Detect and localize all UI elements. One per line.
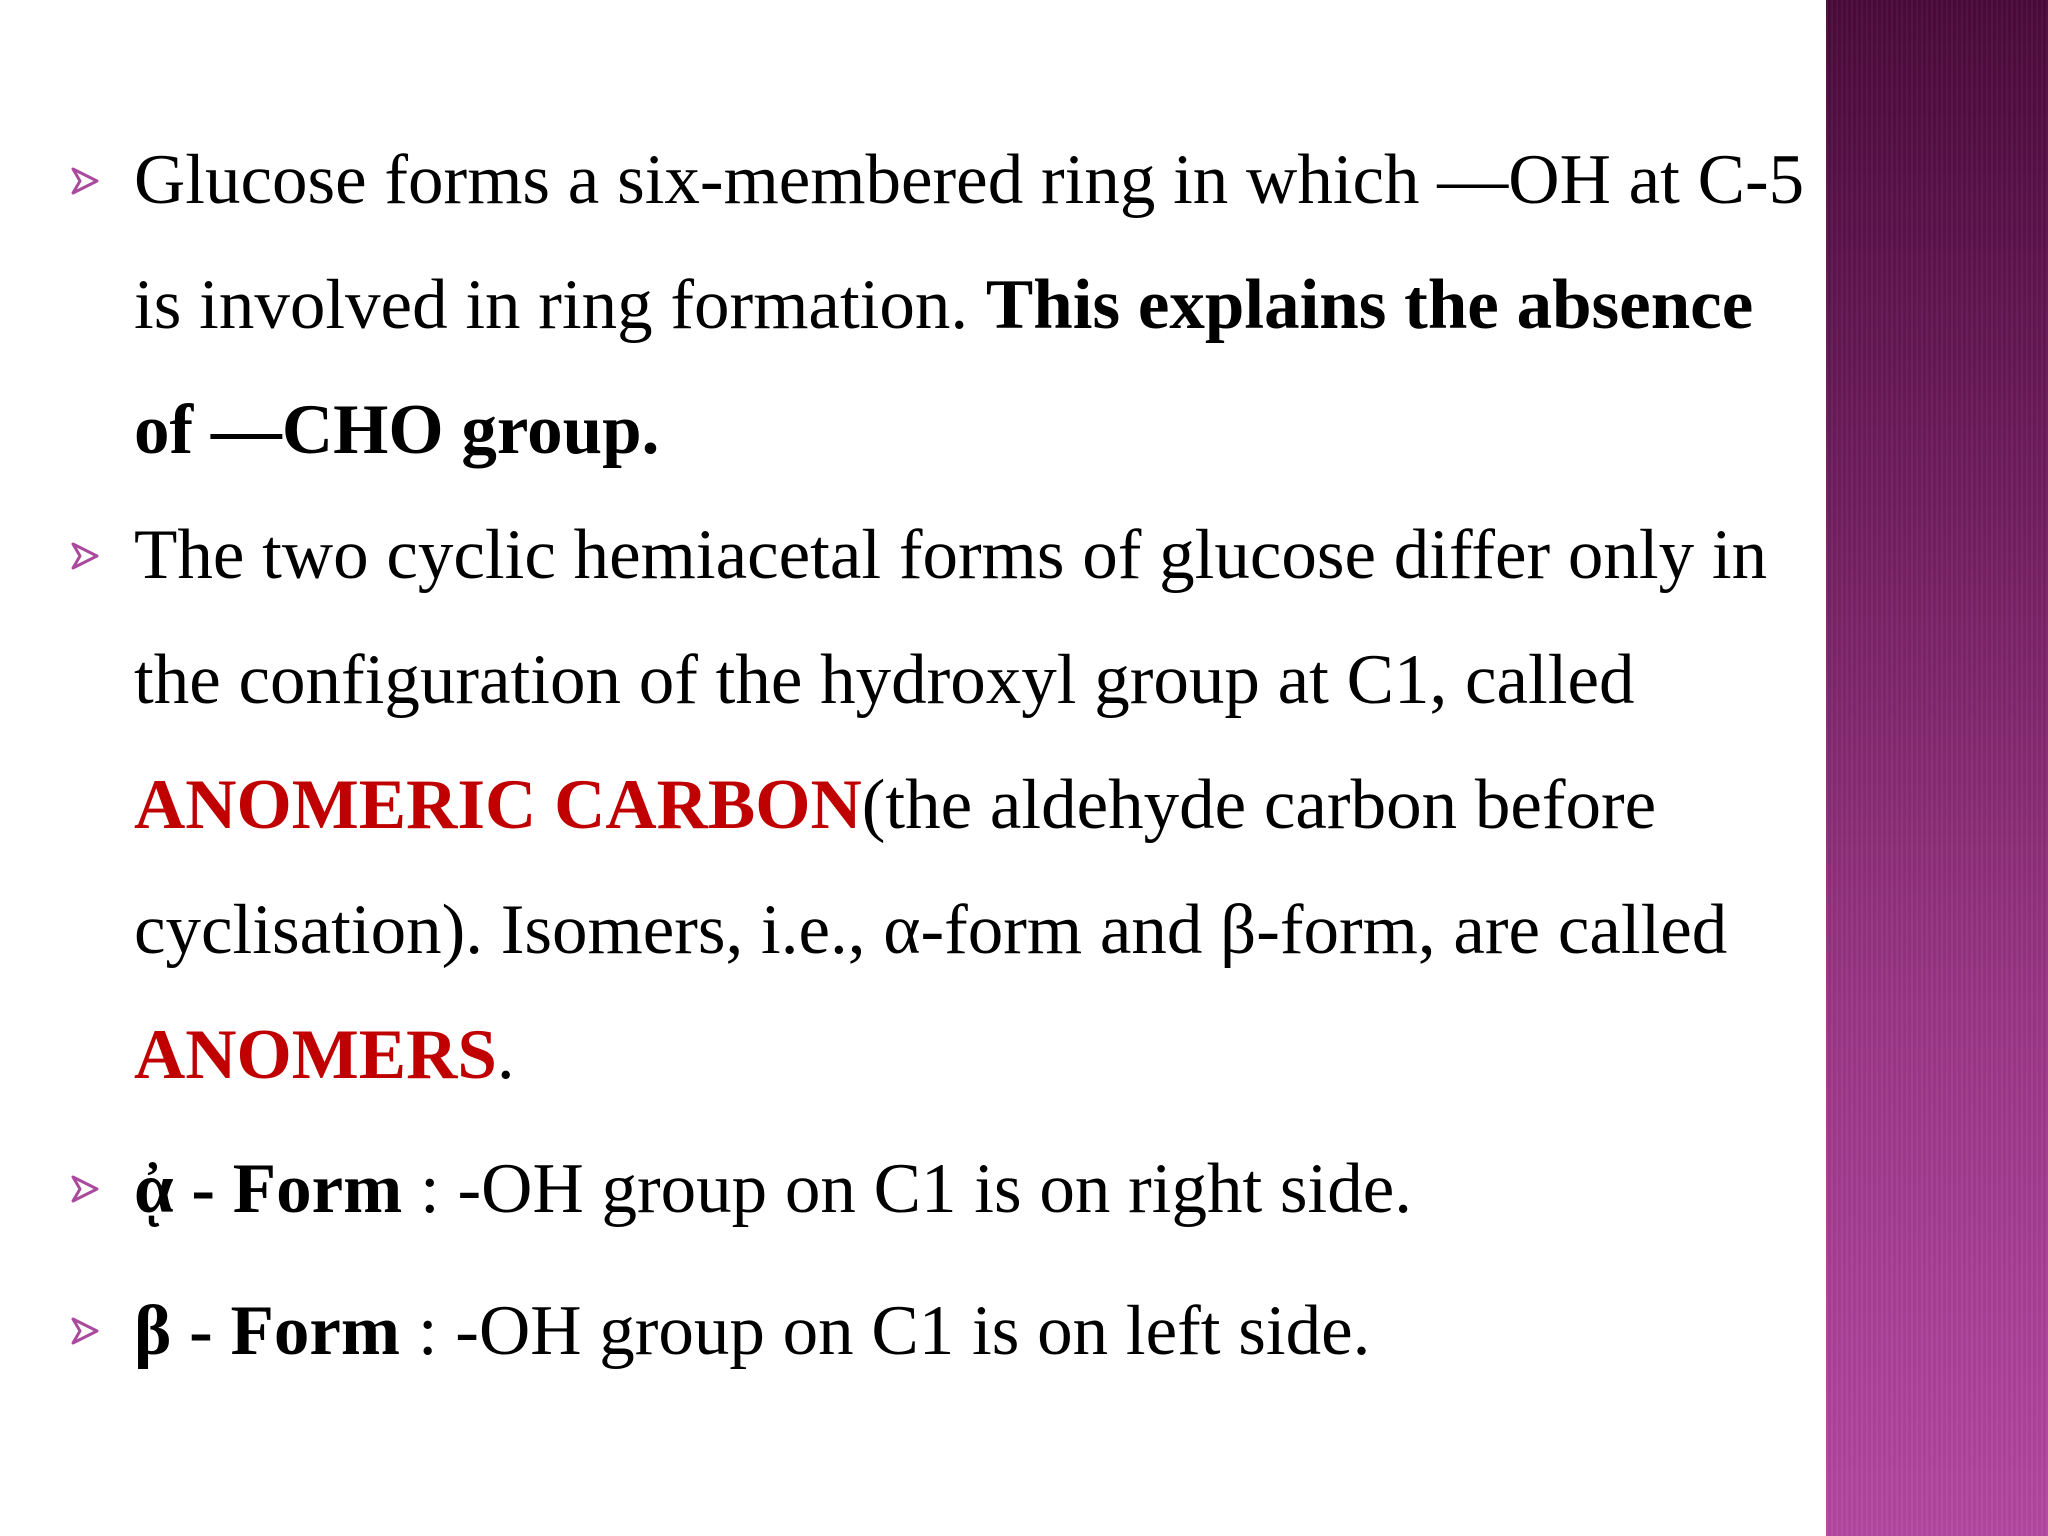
anomeric-carbon-term: ANOMERIC CARBON	[134, 766, 862, 844]
slide-content	[70, 118, 1810, 1402]
bullet-anomers	[70, 493, 1810, 1118]
arrow-bullet-icon	[70, 1260, 120, 1402]
bullet-text: : -OH group on C1 is on left side.	[400, 1292, 1371, 1370]
arrow-bullet-icon	[70, 118, 120, 243]
bullet-text: .	[496, 1016, 515, 1094]
bullet-ring-formation	[70, 118, 1810, 493]
bullet-text: The two cyclic hemiacetal forms of glucose differ only in the configuration of the hydroxyl group at C1, called	[134, 516, 1768, 719]
bullet-alpha-form	[70, 1118, 1810, 1260]
bullet-text: Glucose forms a six-membered ring in which —OH at C-5 is involved in ring formation.	[134, 141, 1805, 344]
anomers-term: ANOMERS	[134, 1016, 497, 1094]
arrow-bullet-icon	[70, 1118, 120, 1260]
alpha-form-label: ᾀ - Form	[134, 1150, 403, 1228]
beta-form-label: β - Form	[134, 1292, 401, 1370]
bullet-text: (the aldehyde carbon before cyclisation). Isomers, i.e., α-form and β-form, are called	[134, 766, 1728, 969]
bullet-bold-text: This explains the absence of —CHO group.	[134, 266, 1754, 469]
bullet-beta-form	[70, 1260, 1810, 1402]
arrow-bullet-icon	[70, 493, 120, 618]
bullet-text: : -OH group on C1 is on right side.	[402, 1150, 1413, 1228]
decorative-side-band	[1826, 0, 2048, 1536]
